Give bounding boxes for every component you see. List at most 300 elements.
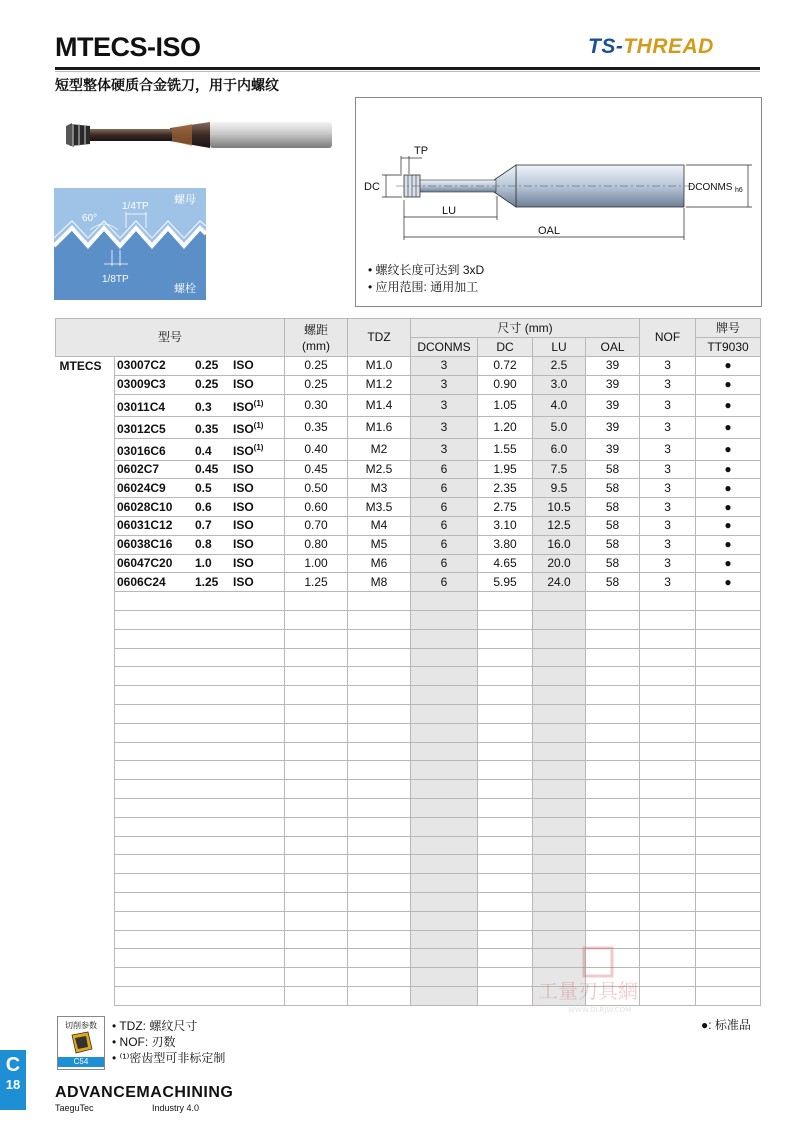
table-row xyxy=(56,554,761,573)
empty-cell xyxy=(348,855,411,874)
cell-nof: 3 xyxy=(640,498,696,517)
cell-pitch: 0.70 xyxy=(285,516,348,535)
empty-cell xyxy=(411,930,478,949)
empty-cell xyxy=(640,836,696,855)
table-row xyxy=(56,535,761,554)
model-code: 06038C16 xyxy=(117,537,173,552)
cell-lu: 24.0 xyxy=(533,573,586,592)
model-pitch: 0.5 xyxy=(195,480,212,495)
empty-cell xyxy=(640,817,696,836)
empty-cell xyxy=(115,892,285,911)
empty-cell xyxy=(533,704,586,723)
empty-cell xyxy=(285,798,348,817)
empty-cell xyxy=(586,742,640,761)
empty-cell xyxy=(640,686,696,705)
cell-nof: 3 xyxy=(640,438,696,460)
cell-oal: 58 xyxy=(586,554,640,573)
cell-model xyxy=(115,573,285,592)
table-row xyxy=(56,375,761,394)
empty-cell xyxy=(411,986,478,1005)
cell-lu: 5.0 xyxy=(533,416,586,438)
empty-cell xyxy=(348,667,411,686)
empty-cell xyxy=(348,949,411,968)
empty-cell xyxy=(586,761,640,780)
cell-lu: 12.5 xyxy=(533,516,586,535)
empty-cell xyxy=(478,949,533,968)
model-code: 06028C10 xyxy=(117,499,173,514)
empty-cell xyxy=(640,742,696,761)
empty-cell xyxy=(640,648,696,667)
empty-cell xyxy=(348,629,411,648)
cell-grade: ● xyxy=(696,498,761,517)
empty-cell xyxy=(478,836,533,855)
empty-cell xyxy=(56,648,115,667)
header-pitch xyxy=(285,319,348,357)
header-oal: OAL xyxy=(586,338,640,357)
empty-cell xyxy=(411,780,478,799)
cell-oal: 39 xyxy=(586,416,640,438)
empty-row xyxy=(56,874,761,893)
empty-cell xyxy=(285,592,348,611)
cell-lu: 9.5 xyxy=(533,479,586,498)
empty-cell xyxy=(696,592,761,611)
cell-lu: 2.5 xyxy=(533,357,586,376)
cell-dc: 0.72 xyxy=(478,357,533,376)
brand-part2: THREAD xyxy=(623,35,714,58)
cell-model xyxy=(115,375,285,394)
cell-oal: 39 xyxy=(586,438,640,460)
empty-cell xyxy=(478,986,533,1005)
empty-row xyxy=(56,855,761,874)
cell-oal: 39 xyxy=(586,357,640,376)
legend-fine-pitch: • ⁽¹⁾密齿型可非标定制 xyxy=(112,1051,226,1065)
empty-cell xyxy=(533,667,586,686)
cell-grade: ● xyxy=(696,394,761,416)
cell-oal: 58 xyxy=(586,460,640,479)
empty-cell xyxy=(533,892,586,911)
empty-cell xyxy=(696,742,761,761)
cell-lu: 7.5 xyxy=(533,460,586,479)
empty-cell xyxy=(348,874,411,893)
empty-cell xyxy=(478,817,533,836)
empty-cell xyxy=(586,798,640,817)
cell-tdz: M1.2 xyxy=(348,375,411,394)
cell-model xyxy=(115,416,285,438)
footer-tagline: Industry 4.0 xyxy=(152,1103,200,1113)
empty-cell xyxy=(56,742,115,761)
empty-cell xyxy=(285,968,348,987)
empty-cell xyxy=(478,648,533,667)
empty-cell xyxy=(348,780,411,799)
cell-oal: 39 xyxy=(586,375,640,394)
model-pitch: 0.25 xyxy=(195,377,219,392)
empty-cell xyxy=(411,686,478,705)
empty-cell xyxy=(56,761,115,780)
model-pitch: 0.25 xyxy=(195,358,219,373)
cell-dc: 3.80 xyxy=(478,535,533,554)
empty-cell xyxy=(115,798,285,817)
header-grade: 牌号 xyxy=(696,319,761,338)
empty-cell xyxy=(696,761,761,780)
empty-cell xyxy=(696,855,761,874)
section-tab xyxy=(0,1050,26,1110)
empty-cell xyxy=(586,610,640,629)
model-pitch: 1.25 xyxy=(195,574,219,589)
empty-cell xyxy=(56,930,115,949)
cell-tdz: M2 xyxy=(348,438,411,460)
empty-cell xyxy=(285,667,348,686)
empty-cell xyxy=(285,836,348,855)
empty-cell xyxy=(348,986,411,1005)
cell-model xyxy=(115,357,285,376)
model-pitch: 0.3 xyxy=(195,399,212,414)
cell-nof: 3 xyxy=(640,394,696,416)
empty-cell xyxy=(640,892,696,911)
cut-label: 切削参数 xyxy=(65,1021,97,1030)
empty-cell xyxy=(533,874,586,893)
cell-series xyxy=(56,573,115,592)
empty-cell xyxy=(348,761,411,780)
empty-cell xyxy=(696,648,761,667)
cell-dc: 1.55 xyxy=(478,438,533,460)
empty-cell xyxy=(56,911,115,930)
empty-cell xyxy=(285,648,348,667)
empty-cell xyxy=(411,704,478,723)
model-pitch: 0.7 xyxy=(195,518,212,533)
cell-dconms: 6 xyxy=(411,498,478,517)
model-standard: ISO xyxy=(233,555,254,570)
empty-cell xyxy=(696,949,761,968)
empty-cell xyxy=(115,686,285,705)
cell-series xyxy=(56,535,115,554)
model-standard: ISO xyxy=(233,537,254,552)
cell-lu: 10.5 xyxy=(533,498,586,517)
cell-series xyxy=(56,375,115,394)
empty-cell xyxy=(586,892,640,911)
model-code: 03016C6 xyxy=(117,443,166,458)
empty-row xyxy=(56,798,761,817)
brand-part1: TS- xyxy=(588,35,624,58)
empty-cell xyxy=(115,610,285,629)
empty-cell xyxy=(586,686,640,705)
cell-pitch: 1.00 xyxy=(285,554,348,573)
empty-cell xyxy=(640,723,696,742)
empty-cell xyxy=(56,723,115,742)
empty-cell xyxy=(478,968,533,987)
empty-cell xyxy=(586,874,640,893)
cell-grade: ● xyxy=(696,516,761,535)
header-nof: NOF xyxy=(640,319,696,357)
label-nut: 螺母 xyxy=(174,194,196,206)
cell-series xyxy=(56,516,115,535)
cell-lu: 3.0 xyxy=(533,375,586,394)
page-number: 18 xyxy=(5,1077,21,1092)
empty-cell xyxy=(533,610,586,629)
cell-nof: 3 xyxy=(640,357,696,376)
empty-cell xyxy=(348,610,411,629)
footnote-mark: (1) xyxy=(253,442,264,452)
empty-cell xyxy=(586,648,640,667)
empty-cell xyxy=(533,798,586,817)
empty-cell xyxy=(56,817,115,836)
empty-cell xyxy=(640,629,696,648)
cell-dc: 2.75 xyxy=(478,498,533,517)
cell-series xyxy=(56,416,115,438)
empty-cell xyxy=(56,667,115,686)
watermark-url: WWW.GLRJW.COM xyxy=(568,1006,632,1014)
empty-cell xyxy=(478,723,533,742)
cell-tdz: M1.4 xyxy=(348,394,411,416)
empty-cell xyxy=(56,686,115,705)
empty-cell xyxy=(411,949,478,968)
model-standard: ISO xyxy=(233,574,254,589)
empty-cell xyxy=(696,874,761,893)
cell-lu: 6.0 xyxy=(533,438,586,460)
cell-oal: 58 xyxy=(586,479,640,498)
label-lu: LU xyxy=(442,205,457,217)
cell-grade: ● xyxy=(696,554,761,573)
empty-row xyxy=(56,911,761,930)
cell-oal: 58 xyxy=(586,498,640,517)
cell-dconms: 6 xyxy=(411,460,478,479)
empty-cell xyxy=(586,667,640,686)
cell-grade: ● xyxy=(696,375,761,394)
table-row xyxy=(56,573,761,592)
cell-pitch: 0.60 xyxy=(285,498,348,517)
cell-pitch: 0.25 xyxy=(285,357,348,376)
footer-logo: ADVANCEMACHINING xyxy=(55,1084,234,1101)
watermark xyxy=(538,946,678,1016)
cell-series xyxy=(56,438,115,460)
empty-cell xyxy=(56,874,115,893)
model-pitch: 0.45 xyxy=(195,461,219,476)
cell-series xyxy=(56,460,115,479)
header-rule xyxy=(55,67,760,70)
cell-pitch: 0.40 xyxy=(285,438,348,460)
empty-cell xyxy=(533,648,586,667)
book-icon xyxy=(66,1031,96,1055)
cell-pitch: 0.80 xyxy=(285,535,348,554)
cell-dconms: 3 xyxy=(411,416,478,438)
empty-cell xyxy=(348,836,411,855)
cell-pitch: 0.30 xyxy=(285,394,348,416)
table-row xyxy=(56,498,761,517)
empty-cell xyxy=(478,629,533,648)
empty-cell xyxy=(348,798,411,817)
header-model: 型号 xyxy=(56,319,285,357)
cell-dconms: 6 xyxy=(411,535,478,554)
empty-cell xyxy=(640,704,696,723)
cell-model xyxy=(115,516,285,535)
empty-cell xyxy=(56,629,115,648)
empty-cell xyxy=(56,986,115,1005)
empty-cell xyxy=(115,761,285,780)
empty-cell xyxy=(696,723,761,742)
cell-nof: 3 xyxy=(640,416,696,438)
model-code: 0606C24 xyxy=(117,574,166,589)
empty-cell xyxy=(533,742,586,761)
empty-cell xyxy=(478,592,533,611)
empty-cell xyxy=(285,704,348,723)
cell-grade: ● xyxy=(696,573,761,592)
empty-cell xyxy=(533,911,586,930)
section-letter: C xyxy=(5,1054,21,1076)
empty-cell xyxy=(696,629,761,648)
label-oal: OAL xyxy=(538,225,561,237)
label-tp: TP xyxy=(414,145,429,157)
table-row xyxy=(56,394,761,416)
empty-cell xyxy=(640,798,696,817)
table-row xyxy=(56,460,761,479)
cell-dc: 1.05 xyxy=(478,394,533,416)
empty-cell xyxy=(478,892,533,911)
label-bolt: 螺栓 xyxy=(174,283,196,295)
empty-cell xyxy=(533,686,586,705)
empty-cell xyxy=(348,704,411,723)
cell-oal: 58 xyxy=(586,535,640,554)
cell-pitch: 0.45 xyxy=(285,460,348,479)
footnote-mark: (1) xyxy=(253,420,264,430)
cell-grade: ● xyxy=(696,438,761,460)
empty-cell xyxy=(586,704,640,723)
header-dc: DC xyxy=(478,338,533,357)
empty-cell xyxy=(115,780,285,799)
cell-model xyxy=(115,554,285,573)
cell-tdz: M4 xyxy=(348,516,411,535)
empty-cell xyxy=(56,949,115,968)
empty-cell xyxy=(411,836,478,855)
model-standard: ISO xyxy=(233,443,254,458)
cell-tdz: M6 xyxy=(348,554,411,573)
empty-cell xyxy=(586,855,640,874)
cell-nof: 3 xyxy=(640,516,696,535)
empty-cell xyxy=(640,874,696,893)
cell-pitch: 1.25 xyxy=(285,573,348,592)
cell-tdz: M3.5 xyxy=(348,498,411,517)
empty-cell xyxy=(640,592,696,611)
empty-cell xyxy=(411,667,478,686)
empty-cell xyxy=(285,892,348,911)
empty-cell xyxy=(348,592,411,611)
cell-dc: 4.65 xyxy=(478,554,533,573)
legend-tdz: • TDZ: 螺纹尺寸 xyxy=(112,1019,198,1033)
model-code: 03011C4 xyxy=(117,399,166,414)
empty-cell xyxy=(411,610,478,629)
cell-model xyxy=(115,394,285,416)
model-pitch: 0.35 xyxy=(195,421,219,436)
empty-cell xyxy=(115,968,285,987)
cutting-data-ref[interactable] xyxy=(57,1016,105,1070)
label-angle: 60° xyxy=(82,213,98,224)
cell-series: MTECS xyxy=(56,357,115,376)
empty-row xyxy=(56,648,761,667)
table-row xyxy=(56,416,761,438)
empty-cell xyxy=(348,723,411,742)
empty-cell xyxy=(411,648,478,667)
empty-cell xyxy=(285,874,348,893)
note-thread-length: • 螺纹长度可达到 3xD xyxy=(368,263,485,277)
empty-row xyxy=(56,836,761,855)
empty-cell xyxy=(285,780,348,799)
empty-cell xyxy=(586,780,640,799)
cell-dc: 5.95 xyxy=(478,573,533,592)
model-standard: ISO xyxy=(233,377,254,392)
empty-row xyxy=(56,723,761,742)
empty-cell xyxy=(115,704,285,723)
empty-cell xyxy=(696,704,761,723)
empty-row xyxy=(56,780,761,799)
empty-cell xyxy=(56,704,115,723)
empty-cell xyxy=(115,930,285,949)
empty-cell xyxy=(696,798,761,817)
cut-page: C54 xyxy=(58,1057,104,1067)
header-pitch-label: 螺距 xyxy=(304,322,329,337)
cell-dc: 1.95 xyxy=(478,460,533,479)
page-title: MTECS-ISO xyxy=(55,32,201,62)
header-tdz: TDZ xyxy=(348,319,411,357)
empty-cell xyxy=(56,592,115,611)
empty-cell xyxy=(56,836,115,855)
empty-row xyxy=(56,592,761,611)
model-code: 06024C9 xyxy=(117,480,166,495)
empty-cell xyxy=(115,855,285,874)
empty-cell xyxy=(285,629,348,648)
empty-row xyxy=(56,817,761,836)
empty-cell xyxy=(115,911,285,930)
empty-cell xyxy=(411,968,478,987)
empty-cell xyxy=(478,610,533,629)
cell-series xyxy=(56,554,115,573)
empty-cell xyxy=(640,855,696,874)
empty-row xyxy=(56,610,761,629)
cell-grade: ● xyxy=(696,416,761,438)
empty-cell xyxy=(586,723,640,742)
empty-cell xyxy=(411,911,478,930)
empty-cell xyxy=(411,629,478,648)
empty-cell xyxy=(696,968,761,987)
cell-dconms: 3 xyxy=(411,357,478,376)
watermark-text: 工量刃具網 xyxy=(538,979,638,1003)
empty-cell xyxy=(586,836,640,855)
header-grade-name: TT9030 xyxy=(696,338,761,357)
cell-series xyxy=(56,394,115,416)
empty-cell xyxy=(348,686,411,705)
cell-model xyxy=(115,535,285,554)
cell-tdz: M1.6 xyxy=(348,416,411,438)
empty-cell xyxy=(115,648,285,667)
empty-cell xyxy=(586,911,640,930)
empty-cell xyxy=(696,610,761,629)
cell-pitch: 0.50 xyxy=(285,479,348,498)
empty-cell xyxy=(533,723,586,742)
model-code: 03007C2 xyxy=(117,358,166,373)
cell-nof: 3 xyxy=(640,375,696,394)
empty-cell xyxy=(411,723,478,742)
empty-cell xyxy=(411,798,478,817)
cell-dconms: 3 xyxy=(411,375,478,394)
cell-tdz: M5 xyxy=(348,535,411,554)
empty-cell xyxy=(348,892,411,911)
empty-cell xyxy=(478,855,533,874)
brand-logo xyxy=(588,35,714,59)
empty-cell xyxy=(411,855,478,874)
cell-nof: 3 xyxy=(640,479,696,498)
empty-cell xyxy=(640,761,696,780)
table-row xyxy=(56,357,761,376)
empty-cell xyxy=(115,949,285,968)
cell-tdz: M3 xyxy=(348,479,411,498)
model-code: 06031C12 xyxy=(117,518,173,533)
